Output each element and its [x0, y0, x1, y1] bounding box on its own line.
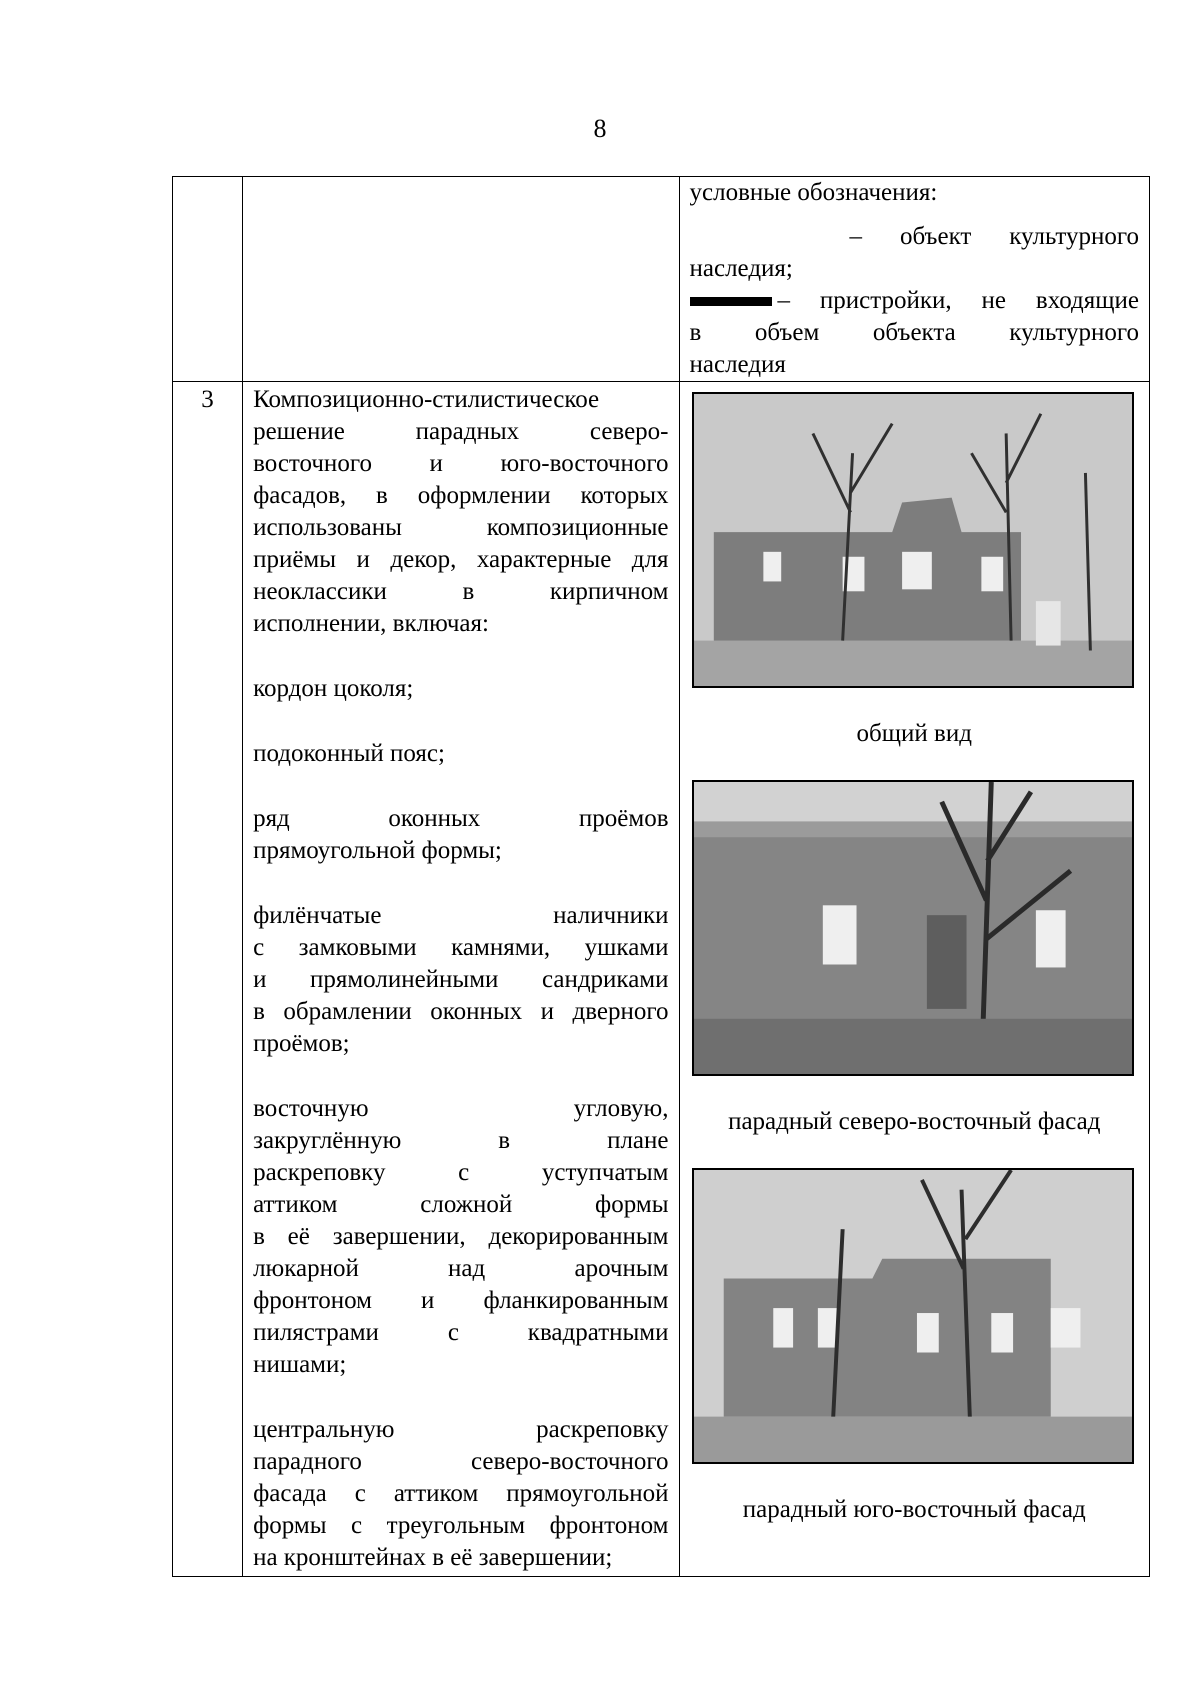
item-paragraph — [253, 803, 668, 867]
item-line: аттиком сложной формы — [253, 1191, 669, 1218]
page-number: 8 — [593, 114, 607, 143]
item-line: фасада с аттиком прямоугольной — [253, 1480, 669, 1507]
photo-caption: парадный юго-восточный фасад — [742, 1496, 1086, 1523]
row-number: 3 — [173, 382, 243, 1577]
item-line: парадного северо-восточного — [253, 1448, 669, 1475]
photo-general-view — [692, 392, 1134, 688]
photo-southeast-facade — [692, 1168, 1134, 1464]
heritage-table — [172, 176, 1150, 1577]
photo-caption: парадный северо-восточный фасад — [728, 1108, 1101, 1135]
item-line: на кронштейнах в её завершении; — [253, 1544, 613, 1571]
intro-line: восточного и юго-восточного — [253, 450, 669, 477]
item-line: филёнчатые наличники — [253, 902, 669, 929]
intro-line: решение парадных северо- — [253, 418, 669, 445]
item-line: фронтоном и фланкированным — [253, 1287, 669, 1314]
legend-title: условные обозначения: — [689, 179, 938, 206]
intro-line: неоклассики в кирпичном — [253, 578, 669, 605]
intro-line: использованы композиционные — [253, 514, 669, 541]
legend-item2-line3: наследия — [689, 351, 786, 378]
item-line: центральную раскреповку — [253, 1416, 669, 1443]
item-line: в её завершении, декорированным — [253, 1223, 669, 1250]
item-paragraph — [253, 1414, 668, 1574]
intro-line: фасадов, в оформлении которых — [253, 482, 669, 509]
item-line: люкарной над арочным — [253, 1255, 669, 1282]
item-line: ряд оконных проёмов — [253, 805, 669, 832]
photos-cell — [679, 382, 1150, 1577]
item-line: формы с треугольным фронтоном — [253, 1512, 669, 1539]
legend-item2-line1: – пристройки, не входящие — [777, 287, 1139, 314]
item-paragraph — [253, 900, 668, 1060]
item-paragraph — [253, 738, 668, 770]
item-line: восточную угловую, — [253, 1095, 669, 1122]
empty-description-cell — [243, 177, 679, 382]
photo-caption: общий вид — [856, 720, 972, 747]
legend-cell — [679, 177, 1150, 382]
intro-line: исполнении, включая: — [253, 610, 489, 637]
legend-item1-line1: – объект культурного — [849, 223, 1139, 250]
item-line: закруглённую в плане — [253, 1127, 669, 1154]
legend-item2 — [690, 285, 1140, 317]
extension-legend-swatch — [690, 297, 772, 306]
intro-paragraph — [253, 384, 668, 640]
item-line: прямоугольной формы; — [253, 837, 502, 864]
intro-line: приёмы и декор, характерные для — [253, 546, 669, 573]
item-line: и прямолинейными сандриками — [253, 966, 669, 993]
item-paragraph — [253, 673, 668, 705]
row-3 — [173, 382, 1150, 1577]
item-line: проёмов; — [253, 1030, 350, 1057]
item-line: кордон цоколя; — [253, 675, 414, 702]
intro-line: Композиционно-стилистическое — [253, 386, 600, 413]
legend-row — [173, 177, 1150, 382]
item-line: пилястрами с квадратными — [253, 1319, 669, 1346]
item-paragraph — [253, 1093, 668, 1381]
item-line: с замковыми камнями, ушками — [253, 934, 669, 961]
item-line: нишами; — [253, 1351, 347, 1378]
empty-number-cell — [173, 177, 243, 382]
description-cell — [243, 382, 679, 1577]
item-line: подоконный пояс; — [253, 740, 445, 767]
legend-item1-line2: наследия; — [689, 255, 793, 282]
legend-item2-line2: в объем объекта культурного — [689, 319, 1139, 346]
item-line: в обрамлении оконных и дверного — [253, 998, 669, 1025]
item-line: раскреповку с уступчатым — [253, 1159, 669, 1186]
photo-northeast-facade — [692, 780, 1134, 1076]
